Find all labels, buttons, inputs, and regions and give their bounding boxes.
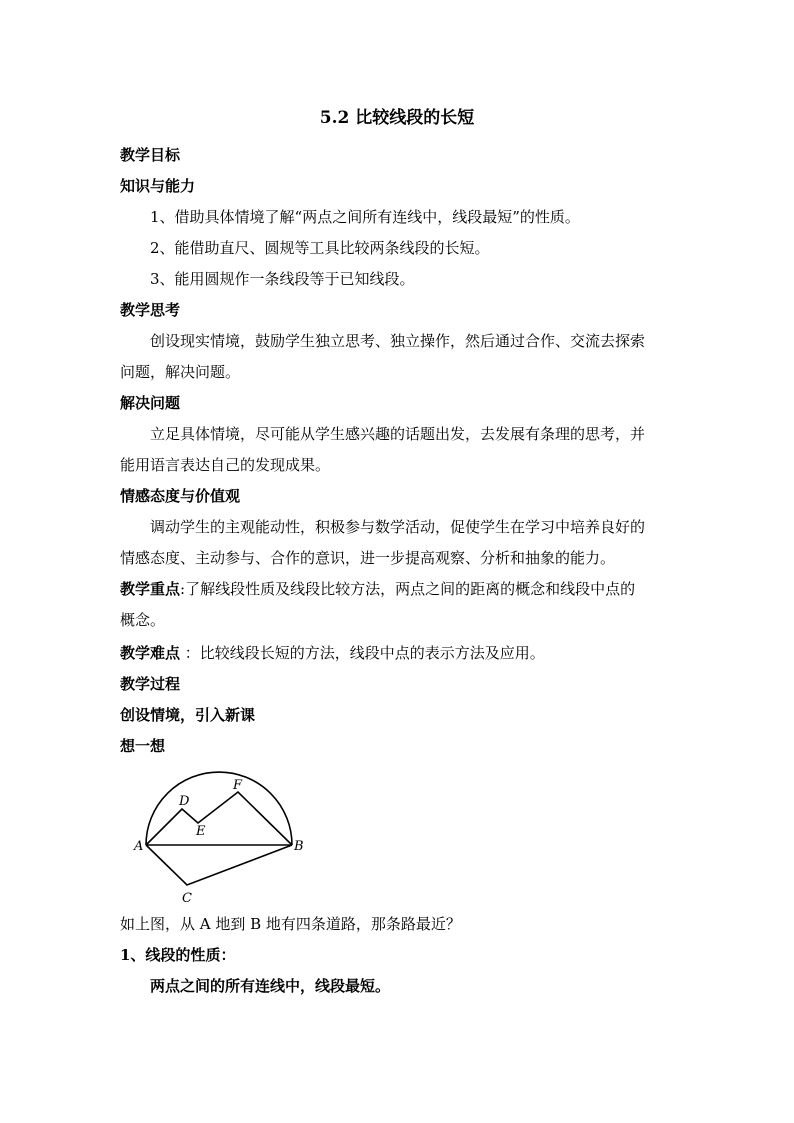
zigzag-route-adefb bbox=[146, 792, 292, 845]
key-point-text: :了解线段性质及线段比较方法，两点之间的距离的概念和线段中点的 bbox=[180, 580, 636, 598]
page-title: 5.2 比较线段的长短 bbox=[319, 108, 475, 128]
intro-heading: 创设情境，引入新课 bbox=[120, 706, 256, 724]
property-text: 两点之间的所有连线中，线段最短。 bbox=[150, 977, 391, 995]
question-text: 如上图，从 A 地到 B 地有四条道路，那条路最近？ bbox=[120, 915, 461, 933]
goals-heading: 教学目标 bbox=[120, 146, 181, 164]
key-point-line-2: 概念。 bbox=[120, 611, 166, 629]
knowledge-heading: 知识与能力 bbox=[120, 177, 196, 195]
thinking-text-line-1: 创设现实情境，鼓励学生独立思考、独立操作，然后通过合作、交流去探索 bbox=[150, 332, 646, 350]
routes-figure bbox=[130, 762, 310, 912]
difficulty-text: ：比较线段长短的方法，线段中点的表示方法及应用。 bbox=[180, 644, 545, 662]
problem-heading: 解决问题 bbox=[120, 394, 181, 412]
emotion-heading: 情感态度与价值观 bbox=[120, 487, 241, 505]
problem-text-line-2: 能用语言表达自己的发现成果。 bbox=[120, 456, 331, 474]
difficulty-line bbox=[120, 643, 545, 663]
knowledge-item-3: 3、能用圆规作一条线段等于已知线段。 bbox=[150, 270, 415, 288]
point-label-b: B bbox=[294, 839, 304, 854]
thinking-heading: 教学思考 bbox=[120, 301, 181, 319]
property-heading: 1、线段的性质： bbox=[120, 946, 236, 964]
knowledge-item-1: 1、借助具体情境了解“两点之间所有连线中，线段最短”的性质。 bbox=[150, 208, 580, 226]
point-label-c: C bbox=[182, 891, 192, 906]
point-label-e: E bbox=[196, 824, 206, 839]
key-point-label: 教学重点 bbox=[120, 580, 181, 598]
emotion-text-line-2: 情感态度、主动参与、合作的意识，进一步提高观察、分析和抽象的能力。 bbox=[120, 549, 616, 567]
thinking-text-line-2: 问题，解决问题。 bbox=[120, 363, 241, 381]
point-label-a: A bbox=[134, 839, 144, 854]
knowledge-item-2: 2、能借助直尺、圆规等工具比较两条线段的长短。 bbox=[150, 239, 490, 257]
key-point-line-1 bbox=[120, 579, 635, 599]
process-heading: 教学过程 bbox=[120, 675, 181, 693]
problem-text-line-1: 立足具体情境，尽可能从学生感兴趣的话题出发，去发展有条理的思考，并 bbox=[150, 425, 646, 443]
point-label-f: F bbox=[233, 778, 243, 793]
emotion-text-line-1: 调动学生的主观能动性，积极参与数学活动，促使学生在学习中培养良好的 bbox=[150, 518, 646, 536]
point-label-d: D bbox=[179, 794, 190, 809]
difficulty-label: 教学难点 bbox=[120, 644, 181, 662]
route-acb bbox=[146, 845, 292, 885]
arc-route bbox=[146, 772, 292, 845]
think-heading: 想一想 bbox=[120, 737, 166, 755]
